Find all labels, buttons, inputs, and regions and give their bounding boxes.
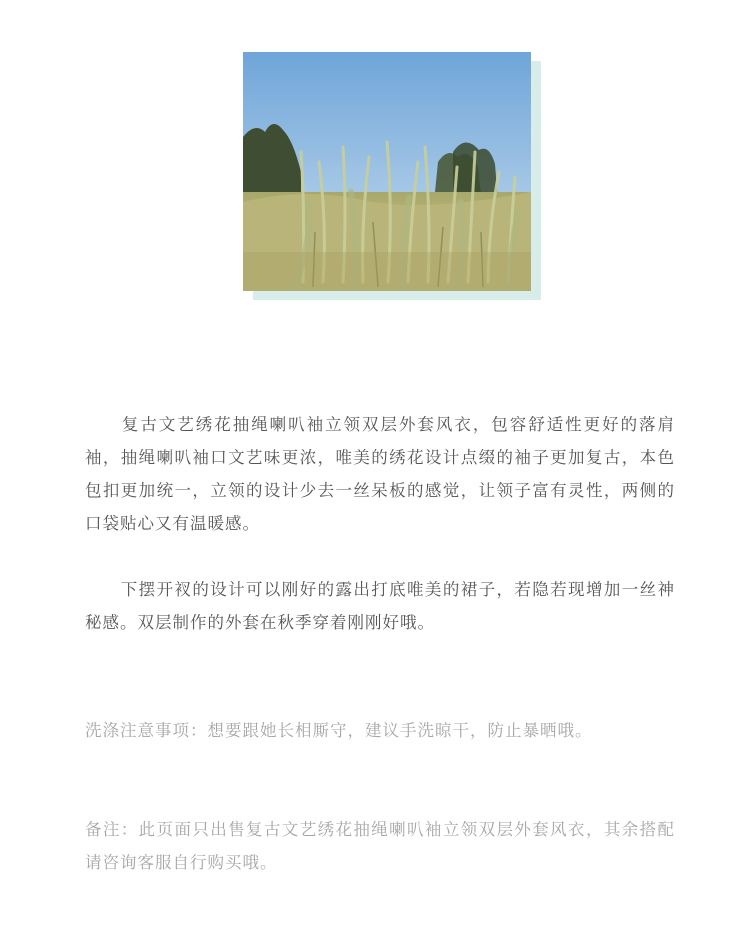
product-mood-image [243,52,541,300]
grass-field-photo [243,52,531,291]
description-paragraph-2: 下摆开衩的设计可以刚好的露出打底唯美的裙子，若隐若现增加一丝神秘感。双层制作的外套在秋季穿着刚刚好哦。 [85,580,675,632]
care-instructions: 洗涤注意事项：想要跟她长相厮守，建议手洗晾干，防止暴晒哦。 [85,721,593,740]
description-paragraph-1: 复古文艺绣花抽绳喇叭袖立领双层外套风衣，包容舒适性更好的落肩袖，抽绳喇叭袖口文艺味更浓，唯美的绣花设计点缀的袖子更加复古，本色包扣更加统一，立领的设计少去一丝呆板的感觉，让领子富有灵性，两侧的口袋贴心又有温暖感。 [85,415,675,533]
remark-note: 备注：此页面只出售复古文艺绣花抽绳喇叭袖立领双层外套风衣，其余搭配请咨询客服自行购买哦。 [85,820,675,872]
